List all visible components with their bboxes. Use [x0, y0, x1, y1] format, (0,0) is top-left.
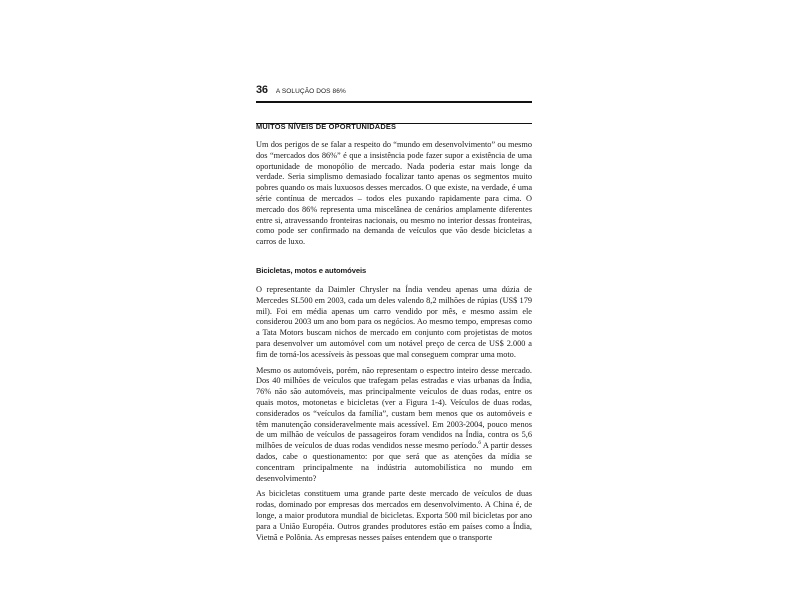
paragraph-text: A partir desses dados, cabe o questionamento: por que será que as atenções da mídia se concentram principalmente na indústria automobilística no mundo em desenvolvimento?	[256, 441, 533, 483]
running-head	[256, 84, 532, 100]
paragraph: Um dos perigos de se falar a respeito do “mundo em desenvolvimento” ou mesmo dos “mercados dos 86%” é que a insistência pode fazer supor a existência de uma oportunidade de monopólio de mercado. Nada poderia estar mais longe da verdade. Seria simplismo demasiado focalizar tanto apenas os segmentos muito pobres quando os mais luxuosos desses mercados. O que existe, na verdade, é uma série contínua de mercados – todos eles puxando rapidamente para cima. O mercado dos 86% representa uma miscelânea de cenários amplamente diferentes entre si, atravessando fronteiras nacionais, ou mesmo no interior dessas fronteiras, como pode ser confirmado na demanda de veículos que vão desde bicicletas a carros de luxo.	[256, 140, 532, 247]
subsection-text	[256, 285, 532, 548]
book-page	[256, 84, 532, 100]
paragraph: O representante da Daimler Chrysler na Índia vendeu apenas uma dúzia de Mercedes SL500 em 2003, cada um deles valendo 8,2 milhões de rúpias (US$ 179 mil). Foi em média apenas um carro vendido por mês, e mesmo assim ele considerou 2003 um ano bom para os negócios. Ao mesmo tempo, empresas como a Tata Motors buscam nichos de mercado em conjunto com projetistas de motos para desenvolver um automóvel com um notável preço de cerca de US$ 2.000 a fim de torná-los acessíveis às pessoas que mal conseguem comprar uma moto.	[256, 285, 532, 359]
section-text	[256, 140, 532, 253]
running-title: A SOLUÇÃO DOS 86%	[275, 88, 346, 95]
footnote-marker: 6	[478, 440, 482, 447]
subsection-heading: Bicicletas, motos e automóveis	[256, 266, 367, 275]
section-heading: MUITOS NÍVEIS DE OPORTUNIDADES	[256, 122, 397, 131]
paragraph: As bicicletas constituem uma grande parte deste mercado de veículos de duas rodas, dominado por empresas dos mercados em desenvolvimento. A China é, de longe, a maior produtora mundial de bicicletas. Exporta 500 mil bicicletas por ano para a União Européia. Outros grandes produtores estão em países como a Índia, Vietnã e Polônia. As empresas nesses países entendem que o transporte	[256, 489, 532, 542]
paragraph-text: Mesmo os automóveis, porém, não representam o espectro inteiro desse mercado. Dos 40 milhões de veículos que trafegam pelas estradas e vias urbanas da Índia, 76% não são automóveis, mas principalmente veículos de duas rodas, entre os quais motos, motonetas e bicicletas (ver a Figura 1-4). Veículos de duas rodas, considerados os “veículos da família”, custam bem menos que os automóveis e têm manutenção consideravelmente mais acessível. Em 2003-2004, pouco menos de um milhão de veículos de passageiros foram vendidos na Índia, contra os 5,6 milhões de veículos de duas rodas vendidos nesse mesmo período.	[256, 365, 532, 451]
paragraph	[256, 366, 532, 485]
page-number: 36	[256, 84, 268, 96]
header-rule	[256, 101, 532, 103]
